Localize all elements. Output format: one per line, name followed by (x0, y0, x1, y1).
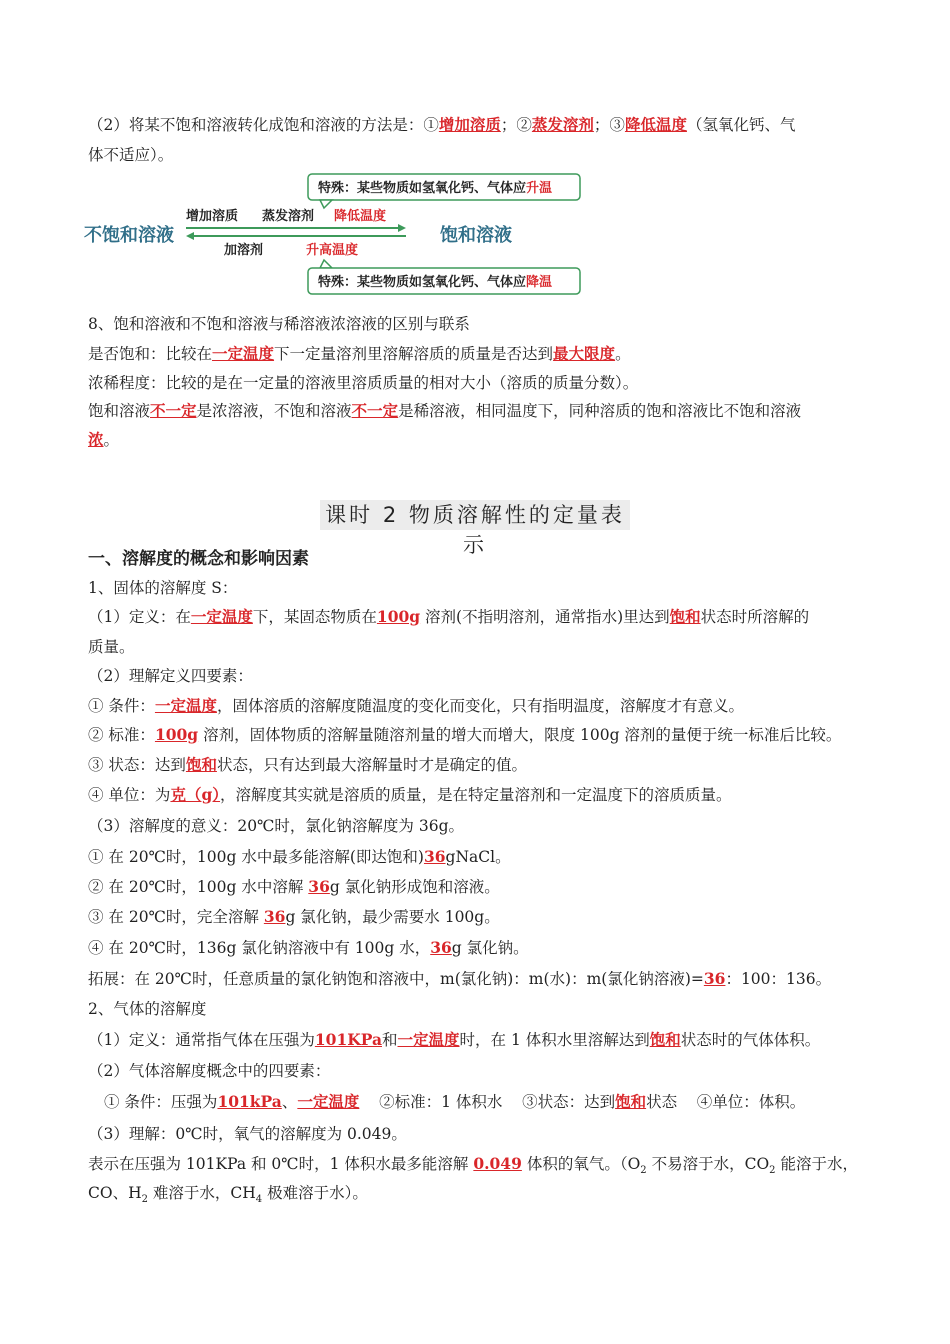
keyword: 降低温度 (624, 115, 687, 134)
paragraph-8-title: 8、饱和溶液和不饱和溶液与稀溶液浓溶液的区别与联系 (88, 315, 470, 333)
paragraph-line: 质量。 (88, 638, 135, 656)
meaning-2: ② 在 20℃时，100g 水中溶解 36g 氯化钠形成饱和溶液。 (88, 877, 500, 896)
section-heading: 一、溶解度的概念和影响因素 (88, 549, 309, 569)
element-state: ③ 状态：达到饱和状态，只有达到最大溶解量时才是确定的值。 (88, 755, 527, 774)
four-elements: （2）理解定义四要素： (88, 667, 253, 685)
element-unit: ④ 单位：为克（g），溶解度其实就是溶质的质量，是在特定量溶剂和一定温度下的溶质质量。 (88, 785, 732, 804)
keyword: 增加溶质 (438, 115, 501, 134)
conversion-diagram (80, 170, 600, 300)
gas-meaning: 表示在压强为 101KPa 和 0℃时，1 体积水最多能溶解 0.049 体积的氧气。（$O_2$ 不易溶于水，$CO_2$ 能溶于水， (88, 1154, 858, 1177)
gas-definition: （1）定义：通常指气体在压强为101KPa和一定温度时，在 1 体积水里溶解达到饱和状态时的气体体积。 (88, 1030, 821, 1049)
unsaturated-label: 不饱和溶液 (84, 225, 174, 246)
gas-understanding: （3）理解：0℃时，氧气的溶解度为 0.049。 (88, 1125, 407, 1143)
paragraph-relation: 饱和溶液不一定是浓溶液，不饱和溶液不一定是稀溶液，相同温度下，同种溶质的饱和溶液比不饱和溶液 (88, 401, 802, 420)
element-condition: ① 条件：一定温度，固体溶质的溶解度随温度的变化而变化，只有指明温度，溶解度才有意义。 (88, 696, 744, 715)
paragraph-line: 浓。 (88, 430, 120, 449)
keyword: 蒸发溶剂 (531, 115, 594, 134)
meaning-3: ③ 在 20℃时，完全溶解 36g 氯化钠，最少需要水 100g。 (88, 907, 500, 926)
lesson-heading: 课时 2 物质溶解性的定量表示 (320, 500, 630, 530)
definition: （1）定义：在一定温度下，某固态物质在100g 溶剂(不指明溶剂，通常指水)里达到饱和状态时所溶解的 (88, 607, 810, 626)
paragraph-saturation: 是否饱和：比较在一定温度下一定量溶剂里溶解溶质的质量是否达到最大限度。 (88, 344, 631, 363)
paragraph-line: 体不适应）。 (88, 146, 174, 164)
meaning-4: ④ 在 20℃时，136g 氯化钠溶液中有 100g 水，36g 氯化钠。 (88, 938, 529, 957)
saturated-label: 饱和溶液 (440, 225, 512, 246)
label-add-solvent: 加溶剂 (224, 243, 264, 258)
gas-four-elements: （2）气体溶解度概念中的四要素： (88, 1062, 331, 1080)
label-raise-temp: 升高温度 (306, 243, 359, 258)
extension: 拓展：在 20℃时，任意质量的氯化钠饱和溶液中，m(氯化钠)：m(水)：m(氯化钠溶液)=36：100：136。 (88, 969, 832, 988)
gas-elements-list: ① 条件：压强为101kPa、一定温度 ②标准：1 体积水 ③状态：达到饱和状态 ④单位：体积。 (104, 1092, 806, 1111)
meaning: （3）溶解度的意义：20℃时，氯化钠溶解度为 36g。 (88, 817, 464, 835)
paragraph-concentration: 浓稀程度：比较的是在一定量的溶液里溶质质量的相对大小（溶质的质量分数）。 (88, 374, 639, 392)
arrowhead-backward (186, 232, 194, 240)
element-standard: ② 标准：100g 溶剂，固体物质的溶解量随溶剂量的增大而增大，限度 100g 溶剂的量便于统一标准后比较。 (88, 725, 842, 744)
meaning-1: ① 在 20℃时，100g 水中最多能溶解(即达饱和)36gNaCl。 (88, 847, 511, 866)
callout-tail-bottom (320, 260, 332, 268)
label-lower-temp: 降低温度 (334, 209, 387, 224)
gas-meaning-cont: CO、$H_2$ 难溶于水，$CH_4$ 极难溶于水）。 (88, 1184, 368, 1206)
note-top-text: 特殊：某些物质如氢氧化钙、气体应升温 (318, 181, 553, 196)
callout-tail-top (320, 200, 332, 208)
label-evaporate: 蒸发溶剂 (262, 209, 315, 224)
solid-solubility-title: 1、固体的溶解度 S： (88, 579, 238, 597)
arrowhead-forward (398, 224, 406, 232)
gas-solubility-title: 2、气体的溶解度 (88, 1000, 207, 1018)
paragraph-convert-method: （2）将某不饱和溶液转化成饱和溶液的方法是：①增加溶质；②蒸发溶剂；③降低温度（氢氧化钙、气 (88, 115, 796, 134)
label-add-solute: 增加溶质 (186, 209, 239, 224)
note-bottom-text: 特殊：某些物质如氢氧化钙、气体应降温 (318, 275, 553, 290)
